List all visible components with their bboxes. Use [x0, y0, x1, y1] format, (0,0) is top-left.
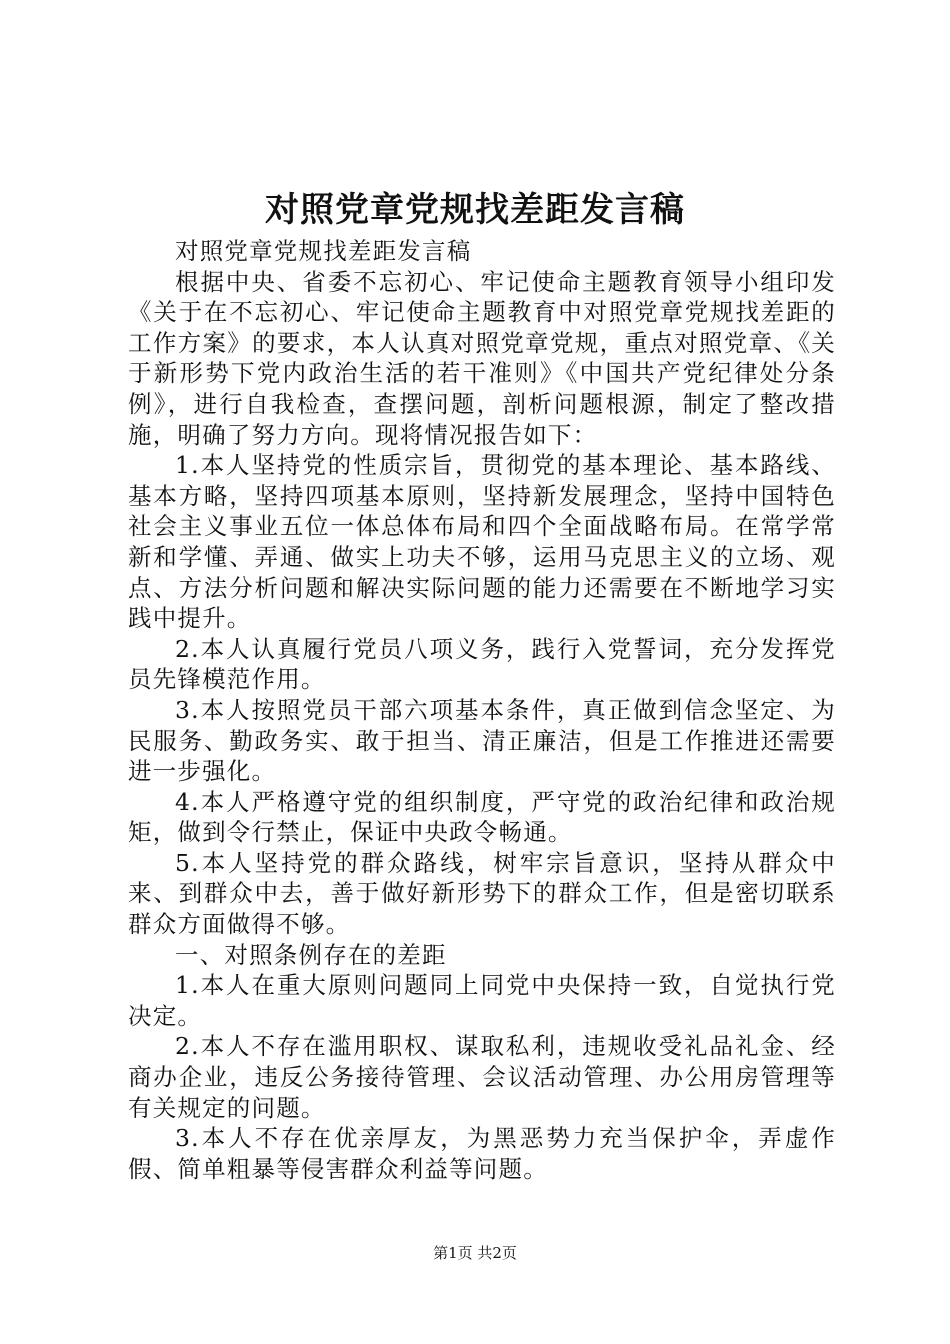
paragraph-item-5: 5.本人坚持党的群众路线，树牢宗旨意识，坚持从群众中来、到群众中去，善于做好新形势下的群众工作，但是密切联系群众方面做得不够。 — [128, 848, 836, 939]
document-body — [128, 236, 836, 1184]
paragraph-item-1: 1.本人坚持党的性质宗旨，贯彻党的基本理论、基本路线、基本方略，坚持四项基本原则，坚持新发展理念，坚持中国特色社会主义事业五位一体总体布局和四个全面战略布局。在常学常新和学懂、弄通、做实上功夫不够，运用马克思主义的立场、观点、方法分析问题和解决实际问题的能力还需要在不断地学习实践中提升。 — [128, 451, 836, 633]
paragraph-gap-2: 2.本人不存在滥用职权、谋取私利，违规收受礼品礼金、经商办企业，违反公务接待管理、会议活动管理、办公用房管理等有关规定的问题。 — [128, 1032, 836, 1122]
document-title: 对照党章党规找差距发言稿 — [265, 190, 685, 230]
paragraph-subtitle: 对照党章党规找差距发言稿 — [175, 237, 472, 265]
paragraph-item-2: 2.本人认真履行党员八项义务，践行入党誓词，充分发挥党员先锋模范作用。 — [128, 634, 836, 694]
paragraph-gap-3: 3.本人不存在优亲厚友，为黑恶势力充当保护伞，弄虚作假、简单粗暴等侵害群众利益等问题。 — [128, 1124, 836, 1183]
paragraph-item-4: 4.本人严格遵守党的组织制度，严守党的政治纪律和政治规矩，做到令行禁止，保证中央政令畅通。 — [128, 787, 836, 847]
paragraph-gap-1: 1.本人在重大原则问题同上同党中央保持一致，自觉执行党决定。 — [128, 971, 836, 1030]
paragraph-item-3: 3.本人按照党员干部六项基本条件，真正做到信念坚定、为民服务、勤政务实、敢于担当、清正廉洁，但是工作推进还需要进一步强化。 — [128, 695, 836, 786]
section-heading: 一、对照条例存在的差距 — [175, 940, 447, 969]
page-footer: 第1页 共2页 — [433, 1244, 517, 1262]
paragraph-intro: 根据中央、省委不忘初心、牢记使命主题教育领导小组印发《关于在不忘初心、牢记使命主题教育中对照党章党规找差距的工作方案》的要求，本人认真对照党章党规，重点对照党章、《关于新形势下党内政治生活的若干准则》《中国共产党纪律处分条例》，进行自我检查，查摆问题，剖析问题根源，制定了整改措施，明确了努力方向。现将情况报告如下： — [128, 267, 836, 449]
